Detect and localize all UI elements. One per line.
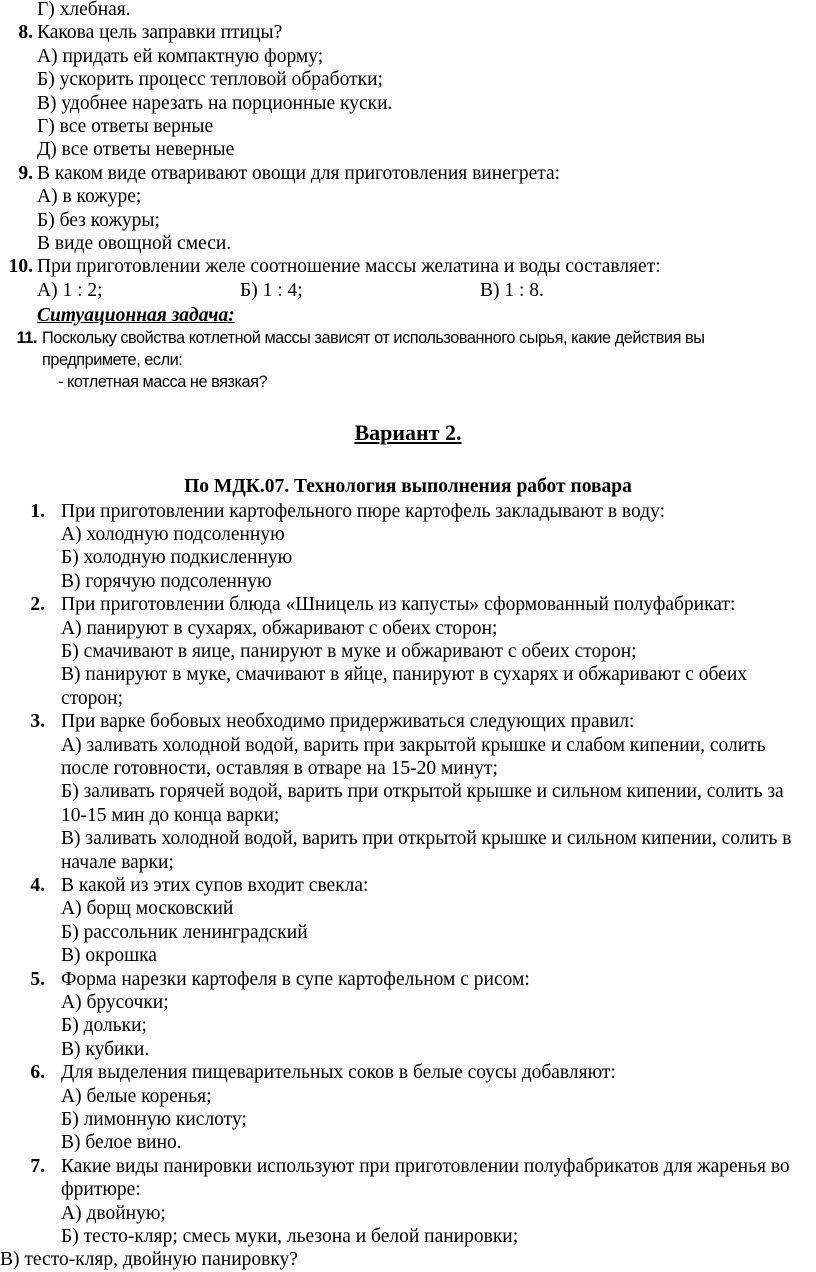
answer-option: В) тесто-кляр, двойную панировку? xyxy=(0,1249,298,1271)
answer-option: А) заливать холодной водой, варить при закрытой крышке и слабом кипении, солить после готовности, оставляя в отваре на 15-20 минут; xyxy=(61,734,766,779)
question-text: В какой из этих супов входит свекла: xyxy=(61,874,369,896)
answer-option: Б) смачивают в яице, панируют в муке и обжаривают с обеих сторон; xyxy=(61,640,637,662)
answer-option: В) белое вино. xyxy=(61,1132,182,1154)
question-text: В каком виде отваривают овощи для приготовления винегрета: xyxy=(37,162,561,184)
question-item xyxy=(0,1155,800,1202)
subject-title: По МДК.07. Технология выполнения работ повара xyxy=(184,476,632,497)
question-item xyxy=(0,21,790,44)
question-text: Форма нарезки картофеля в супе картофельном с рисом: xyxy=(61,968,530,990)
answer-option: В) горячую подсоленную xyxy=(61,570,272,592)
question-text: Какова цель заправки птицы? xyxy=(37,22,283,44)
answer-option: А) 1 : 2; xyxy=(37,279,103,301)
answer-option: В) удобнее нарезать на порционные куски. xyxy=(37,92,393,114)
answer-option: В) 1 : 8. xyxy=(480,279,544,301)
answer-option: Б) заливать горячей водой, варить при открытой крышке и сильном кипении, солить за 10-15 мин до конца варки; xyxy=(61,781,784,826)
answer-option: В) заливать холодной водой, варить при открытой крышке и сильном кипении, солить в начале варки; xyxy=(61,828,792,873)
answer-option: В виде овощной смеси. xyxy=(37,233,232,254)
situational-question xyxy=(0,328,790,371)
question-text: При приготовлении картофельного пюре картофель закладывают в воду: xyxy=(61,500,666,522)
question-text: Для выделения пищеварительных соков в белые соусы добавляют: xyxy=(61,1062,616,1084)
situational-condition: - котлетная масса не вязкая? xyxy=(58,373,268,391)
question-number: 8. xyxy=(18,22,33,44)
answer-option: Б) рассольник ленинградский xyxy=(61,921,308,943)
question-item xyxy=(0,968,800,991)
question-number: 3. xyxy=(30,711,45,733)
question-number: 2. xyxy=(30,594,45,616)
answer-option: А) придать ей компактную форму; xyxy=(37,45,324,67)
question-number: 7. xyxy=(30,1155,45,1177)
answer-option: В) окрошка xyxy=(61,945,157,967)
answer-option: Б) ускорить процесс тепловой обработки; xyxy=(37,69,383,91)
question-item xyxy=(0,710,800,733)
answer-option: Б) 1 : 4; xyxy=(240,279,303,301)
question-item xyxy=(0,593,800,616)
question-number: 1. xyxy=(30,500,45,522)
question-text: При приготовлении блюда «Шницель из капусты» сформованный полуфабрикат: xyxy=(61,594,736,616)
question-number: 4. xyxy=(30,874,45,896)
question-number: 9. xyxy=(18,162,33,184)
answer-option: Б) без кожуры; xyxy=(37,209,160,231)
situational-task-heading: Ситуационная задача: xyxy=(37,305,235,326)
question-number: 6. xyxy=(30,1062,45,1084)
answer-option: Г) все ответы верные xyxy=(37,116,214,137)
answer-option: Б) дольки; xyxy=(61,1015,147,1037)
answer-option: Д) все ответы неверные xyxy=(37,139,235,161)
question-item xyxy=(0,874,800,897)
answer-option: Б) лимонную кислоту; xyxy=(61,1108,247,1130)
answer-option: А) белые коренья; xyxy=(61,1085,212,1107)
question-item xyxy=(0,162,790,185)
answer-option: В) кубики. xyxy=(61,1038,150,1060)
answer-option: Б) тесто-кляр; смесь муки, льезона и белой панировки; xyxy=(61,1225,519,1247)
answer-option: А) в кожуре; xyxy=(37,186,142,208)
question-item xyxy=(0,1061,800,1084)
answer-option: Г) хлебная. xyxy=(37,0,131,20)
question-item xyxy=(0,500,800,523)
answer-option: А) двойную; xyxy=(61,1202,166,1224)
question-item xyxy=(0,255,790,278)
question-text: Какие виды панировки используют при приготовлении полуфабрикатов для жаренья во фритюре: xyxy=(61,1155,790,1201)
answer-option: А) панируют в сухарях, обжаривают с обеих сторон; xyxy=(61,617,498,639)
answer-option: Б) холодную подкисленную xyxy=(61,547,293,569)
answer-option: В) панируют в муке, смачивают в яйце, панируют в сухарях и обжаривают с обеих сторон; xyxy=(61,664,748,709)
question-text: Поскольку свойства котлетной массы зависят от использованного сырья, какие действия вы предпримете, если: xyxy=(42,329,705,369)
answer-option: А) брусочки; xyxy=(61,991,169,1013)
question-number: 11. xyxy=(16,329,37,347)
question-number: 5. xyxy=(30,968,45,990)
answer-option: А) борщ московский xyxy=(61,898,234,920)
question-text: При приготовлении желе соотношение массы желатина и воды составляет: xyxy=(37,256,661,278)
answer-option: А) холодную подсоленную xyxy=(61,523,285,545)
question-text: При варке бобовых необходимо придерживаться следующих правил: xyxy=(61,711,635,733)
question-number: 10. xyxy=(8,256,33,278)
variant-title: Вариант 2. xyxy=(354,420,462,445)
